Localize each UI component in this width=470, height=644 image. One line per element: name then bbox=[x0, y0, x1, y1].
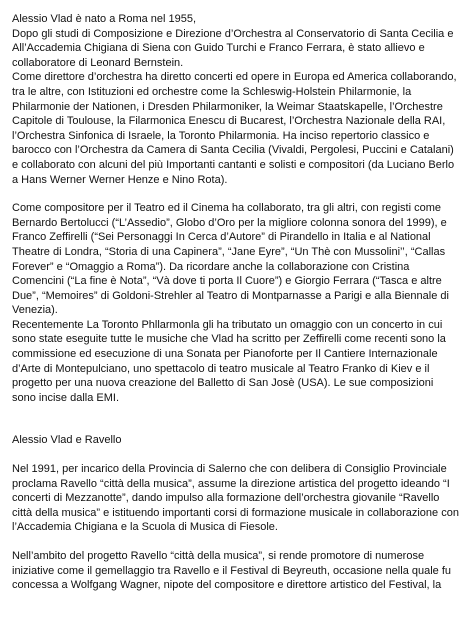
ravello-paragraph: Nel 1991, per incarico della Provincia di Salerno che con delibera di Consiglio Provinciale proclama Ravello “città della musica”, assume la direzione artistica del progetto ideando “I concerti di Mezzanotte”, dando impulso alla formazione dell’orchestra giovanile “Ravello città della musica” e istituendo importanti corsi di formazione musicale in collaborazione con l’Accademia Chigiana e la Scuola di Musica di Fiesole. bbox=[12, 463, 459, 534]
paragraph-spacer bbox=[12, 448, 460, 462]
composer-paragraph: Come compositore per il Teatro ed il Cinema ha collaborato, tra gli altri, con registi come Bernardo Bertolucci (“L’Assedio”, Globo d’Oro per la migliore colonna sonora del 1999), e Franco Zeffirelli (“Sei Personaggi In Cerca d’Autore” di Pirandello in Italia e al National Theatre di Londra, “Storia di una Capinera”, “Jane Eyre”, “Un Thè con Mussolini’’, “Callas Forever” e “Omaggio a Roma”). Da ricordare anche la collaborazione con Cristina Comencini (“La fine è Nota”, “Và dove ti porta Il Cuore”) e Giorgio Ferrara (“Tasca e altre Due”, “Memoires” di Goldoni-Strehler al Teatro di Montparnasse a Parigi e alla Biennale di Venezia). Recentemente La Toronto Phllarmonla gli ha tributato un omaggio con un concerto in cui sono state eseguite tutte le musiche che Vlad ha scritto per Zeffirelli come recenti sono la commissione ed esecuzione di una Sonata per Pianoforte per Il Cantiere Internazionale d’Arte di Montepulciano, uno spettacolo di teatro musicale al Teatro Franko di Kiev e il progetto per una nuova creazione del Balletto di San Josè (USA). Le sue composizioni sono incise dalla EMI. bbox=[12, 202, 449, 404]
paragraph-spacer bbox=[12, 187, 460, 201]
project-paragraph: Nell’ambito del progetto Ravello “città della musica”, si rende promotore di numerose iniziative come il gemellaggio tra Ravello e il Festival di Beyreuth, occasione nella quale fu concessa a Wolfgang Wagner, nipote del compositore e direttore artistico del Festival, la bbox=[12, 550, 452, 592]
section-spacer bbox=[12, 405, 460, 433]
paragraph-spacer bbox=[12, 535, 460, 549]
section-heading: Alessio Vlad e Ravello bbox=[12, 434, 122, 447]
biography-paragraph: Alessio Vlad è nato a Roma nel 1955, Dopo gli studi di Composizione e Direzione d’Orchestra al Conservatorio di Santa Cecilia e All’Accademia Chigiana di Siena con Guido Turchi e Franco Ferrara, è stato allievo e collaboratore di Leonard Bernstein. Come direttore d’orchestra ha diretto concerti ed opere in Europa ed America collaborando, tra le altre, con Istituzioni ed orchestre come la Schleswig-Holstein Philarmonie, la Philarmonie der Nationen, i Dresden Philarmoniker, la Weimar Staatskapelle, l’Orchestre Capitole di Toulouse, la Filarmonica Enescu di Bucarest, l’Orchestra Nazionale della RAI, l’Orchestra Sinfonica di Israele, la Toronto Philarmonia. Ha inciso repertorio classico e barocco con l’Orchestra da Camera di Santa Cecilia (Vivaldi, Pergolesi, Puccini e Catalani) e collaborato con alcuni del più Importanti cantanti e solisti e compositori (da Luciano Berlo a Hans Werner Werner Henze e Nino Rota). bbox=[12, 13, 457, 186]
